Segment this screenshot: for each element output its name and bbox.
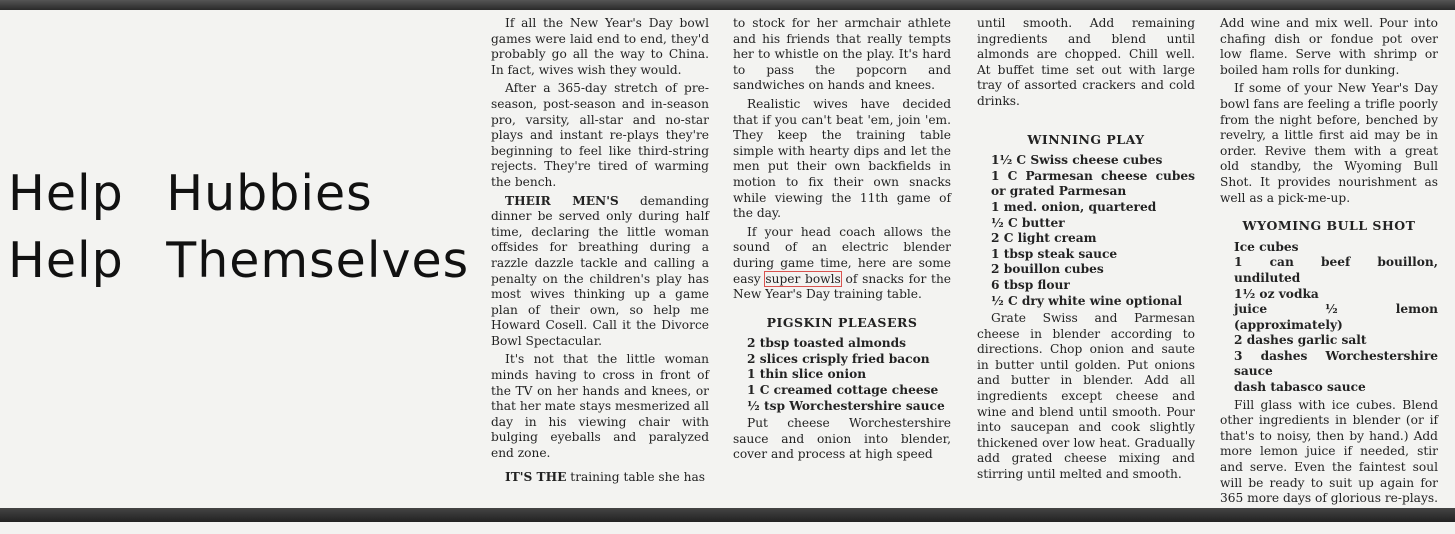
headline-line-1: Help Hubbies	[8, 165, 373, 222]
paragraph: Grate Swiss and Parmesan cheese in blender according to directions. Chop onion and saute in butter until golden. Put onions and butter in blender. Add all ingredients except cheese and wine and blend until smooth. Pour into saucepan and cook slightly thickened over low heat. Gradually add grated cheese mixing and stirring until melted and smooth.	[977, 311, 1195, 482]
ingredient: 2 bouillon cubes	[991, 262, 1104, 277]
article-column-1	[491, 16, 709, 488]
article-column-3	[977, 16, 1195, 486]
paragraph: Put cheese Worchestershire sauce and onion into blender, cover and process at high speed	[733, 416, 951, 462]
headline	[8, 160, 488, 294]
recipe-heading: WINNING PLAY	[1027, 131, 1145, 147]
paragraph: Realistic wives have decided that if you can't beat 'em, join 'em. They keep the training table simple with hearty dips and let the men put their own backfields in motion to fix their own snacks while viewing the 11th game of the day.	[733, 96, 951, 221]
ingredient: 2 dashes garlic salt	[1234, 333, 1367, 348]
ingredient: dash tabasco sauce	[1234, 380, 1366, 395]
ingredient: 1½ oz vodka	[1234, 286, 1319, 301]
paragraph: Fill glass with ice cubes. Blend other ingredients in blender (or if that's to noisy, then by hand.) Add more lemon juice if needed, stir and serve. Even the faintest soul will be ready to suit up again for 365 more days of glorious re-plays.	[1220, 397, 1438, 506]
ingredient-list	[1220, 240, 1438, 396]
ingredient: juice ½ lemon (approximately)	[1234, 302, 1438, 332]
ingredient: 1 C Parmesan cheese cubes or grated Parmesan	[991, 168, 1195, 199]
bottom-rule	[0, 508, 1455, 522]
paragraph: Add wine and mix well. Pour into chafing dish or fondue pot over low flame. Serve with shrimp or boiled ham rolls for dunking.	[1220, 16, 1438, 77]
lead-in: IT'S THE	[505, 469, 567, 484]
ingredient: 1 can beef bouillon, undiluted	[1234, 255, 1438, 285]
ingredient-list	[977, 153, 1195, 309]
article-column-4	[1220, 16, 1438, 510]
ingredient-list	[733, 336, 951, 414]
paragraph	[733, 225, 951, 303]
ingredient: 3 dashes Worchestershire sauce	[1234, 348, 1438, 379]
paragraph	[491, 194, 709, 350]
paragraph-text: training table she has	[570, 469, 705, 484]
highlighted-phrase: super bowls	[765, 271, 841, 286]
paragraph-text: demanding dinner be served only during half time, declaring the little woman offsides for breathing during a razzle dazzle tackle and calling a penalty on the children's play has most wives thinking up a game plan of their own, so help me Howard Cosell. Call it the Divorce Bowl Spectacular.	[491, 193, 710, 348]
top-rule	[0, 0, 1455, 10]
ingredient: ½ C dry white wine optional	[991, 293, 1183, 308]
ingredient: 1 med. onion, quartered	[991, 199, 1157, 214]
ingredient: 2 C light cream	[991, 231, 1097, 246]
headline-line-2: Help Themselves	[8, 232, 470, 289]
paragraph: After a 365-day stretch of pre-season, post-season and in-season pro, varsity, all-star and no-star plays and instant re-plays they're beginning to feel like third-string rejects. They're tired of warming the bench.	[491, 81, 709, 189]
paragraph: until smooth. Add remaining ingredients and blend until almonds are chopped. Chill well. At buffet time set out with large tray of assorted crackers and cold drinks.	[977, 16, 1195, 108]
ingredient: 1 tbsp steak sauce	[991, 246, 1118, 261]
article-column-2	[733, 16, 951, 466]
ingredient: 2 slices crisply fried bacon	[747, 351, 930, 366]
ingredient: ½ tsp Worchestershire sauce	[747, 398, 945, 413]
ingredient: 6 tbsp flour	[991, 277, 1070, 292]
ingredient: ½ C butter	[991, 215, 1065, 230]
ingredient: 1 C creamed cottage cheese	[747, 383, 939, 398]
paragraph: If all the New Year's Day bowl games were laid end to end, they'd probably go all the way to China. In fact, wives wish they would.	[491, 16, 709, 77]
paragraph	[491, 470, 709, 486]
paragraph-text: If your head coach allows the sound of an electric blender during game time, here are some easy	[733, 224, 951, 286]
recipe-heading: PIGSKIN PLEASERS	[766, 314, 918, 330]
paragraph: to stock for her armchair athlete and his friends that really tempts her to whistle on the play. It's hard to pass the popcorn and sandwiches on hands and knees.	[733, 16, 951, 93]
paragraph: It's not that the little woman minds having to cross in front of the TV on her hands and knees, or that her mate stays mesmerized all day in his viewing chair with bulging eyeballs and paralyzed end zone.	[491, 352, 709, 461]
ingredient: 2 tbsp toasted almonds	[747, 336, 906, 351]
recipe-heading: WYOMING BULL SHOT	[1242, 218, 1416, 234]
paragraph-text: of snacks for the New Year's Day training table.	[733, 271, 952, 302]
ingredient: Ice cubes	[1234, 239, 1299, 254]
paragraph: If some of your New Year's Day bowl fans are feeling a trifle poorly from the night before, benched by revelry, a little first aid may be in order. Revive them with a great old standby, the Wyoming Bull Shot. It provides nourishment as well as a pick-me-up.	[1220, 81, 1438, 205]
lead-in: THEIR MEN'S	[505, 193, 619, 208]
ingredient: 1 thin slice onion	[747, 367, 867, 382]
ingredient: 1½ C Swiss cheese cubes	[991, 153, 1163, 168]
